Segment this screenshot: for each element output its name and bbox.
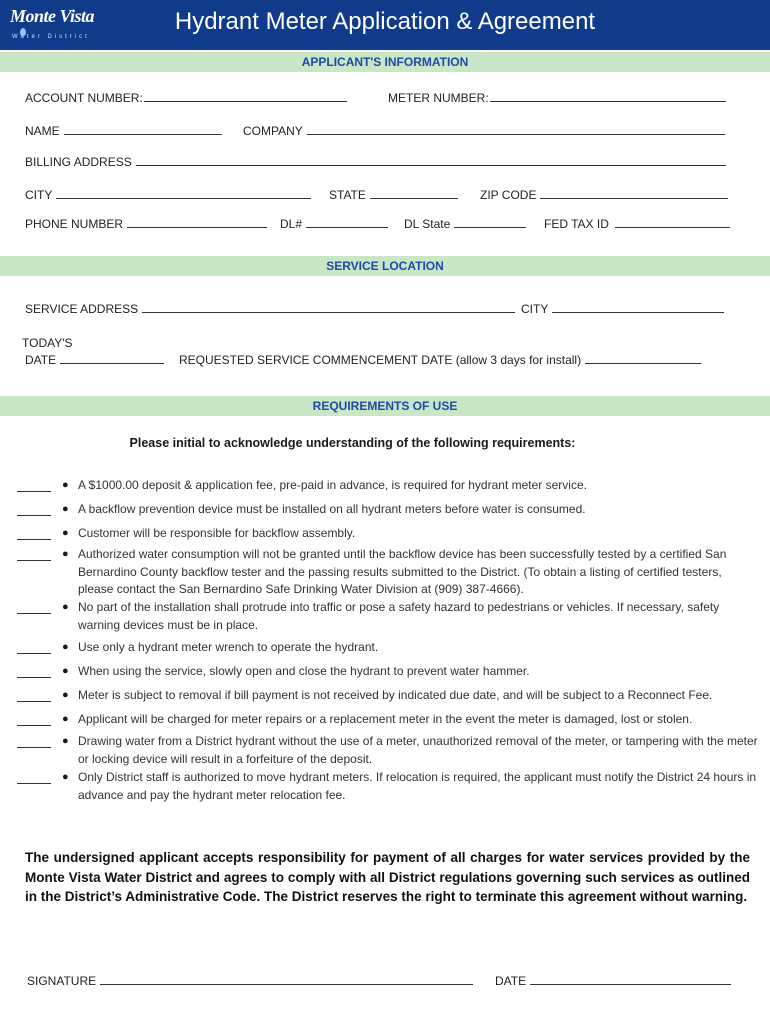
phone-number-field[interactable] — [25, 216, 267, 231]
todays-date-label: DATE — [25, 353, 57, 367]
dl-number-label: DL# — [280, 217, 303, 231]
requirement-item-10: Drawing water from a District hydrant without the use of a meter, unauthorized removal of the meter, or tampering with the meter or locking device will result in a forfeiture of the deposit. — [78, 734, 758, 766]
service-city-label: CITY — [521, 302, 549, 316]
account-number-label: ACCOUNT NUMBER: — [25, 91, 143, 105]
company-field[interactable] — [243, 123, 725, 138]
service-address-field[interactable] — [25, 301, 515, 316]
bullet-icon: ● — [62, 527, 69, 539]
date-label: DATE — [495, 974, 527, 988]
city-field[interactable] — [25, 187, 311, 202]
initial-blank-5[interactable] — [17, 612, 51, 614]
account-number-field[interactable] — [25, 90, 347, 105]
requirement-item-5: No part of the installation shall protrude into traffic or pose a safety hazard to pedestrians or vehicles. If necessary, safety warning devices must be in place. — [78, 600, 720, 632]
commencement-date-label: REQUESTED SERVICE COMMENCEMENT DATE (allow 3 days for install) — [179, 353, 582, 367]
bullet-icon: ● — [62, 548, 69, 560]
requirement-item-2: A backflow prevention device must be installed on all hydrant meters before water is consumed. — [78, 502, 586, 516]
dl-state-field[interactable] — [404, 216, 526, 231]
logo-subtext: Water District — [12, 34, 90, 40]
initial-blank-7[interactable] — [17, 676, 51, 678]
section-service-location: SERVICE LOCATION — [0, 256, 770, 276]
bullet-icon: ● — [62, 479, 69, 491]
initial-blank-9[interactable] — [17, 724, 51, 726]
bullet-icon: ● — [62, 641, 69, 653]
initial-blank-4[interactable] — [17, 559, 51, 561]
initial-blank-3[interactable] — [17, 538, 51, 540]
signature-field[interactable] — [27, 973, 473, 988]
fed-tax-id-field[interactable] — [544, 216, 730, 231]
todays-date-label-line1: TODAY'S — [22, 336, 73, 350]
state-label: STATE — [329, 188, 366, 202]
commencement-date-field[interactable] — [179, 352, 701, 367]
dl-state-label: DL State — [404, 217, 451, 231]
bullet-icon: ● — [62, 665, 69, 677]
requirement-item-1: A $1000.00 deposit & application fee, pre-paid in advance, is required for hydrant meter service. — [78, 478, 587, 492]
billing-address-label: BILLING ADDRESS — [25, 155, 132, 169]
bullet-icon: ● — [62, 689, 69, 701]
company-label: COMPANY — [243, 124, 303, 138]
date-field[interactable] — [495, 973, 731, 988]
bullet-icon: ● — [62, 503, 69, 515]
todays-date-field[interactable] — [25, 352, 164, 367]
logo-text: Monte Vista — [10, 6, 95, 26]
meter-number-field[interactable] — [388, 90, 726, 105]
signature-label: SIGNATURE — [27, 974, 97, 988]
state-field[interactable] — [329, 187, 458, 202]
zip-code-label: ZIP CODE — [480, 188, 537, 202]
meter-number-label: METER NUMBER: — [388, 91, 489, 105]
initial-blank-8[interactable] — [17, 700, 51, 702]
bullet-icon: ● — [62, 771, 69, 783]
initial-instruction: Please initial to acknowledge understanding of the following requirements: — [129, 436, 576, 450]
zip-code-field[interactable] — [480, 187, 728, 202]
requirement-item-6: Use only a hydrant meter wrench to operate the hydrant. — [78, 640, 379, 654]
name-field[interactable] — [25, 123, 222, 138]
requirement-item-3: Customer will be responsible for backflow assembly. — [78, 526, 356, 540]
requirement-item-9: Applicant will be charged for meter repairs or a replacement meter in the event the meter is damaged, lost or stolen. — [78, 712, 693, 726]
bullet-icon: ● — [62, 713, 69, 725]
bullet-icon: ● — [62, 735, 69, 747]
initial-blank-11[interactable] — [17, 782, 51, 784]
service-address-label: SERVICE ADDRESS — [25, 302, 139, 316]
service-city-field[interactable] — [521, 301, 724, 316]
requirement-item-7: When using the service, slowly open and close the hydrant to prevent water hammer. — [78, 664, 530, 678]
dl-number-field[interactable] — [280, 216, 388, 231]
section-applicant-info: APPLICANT'S INFORMATION — [0, 52, 770, 72]
fed-tax-id-label: FED TAX ID — [544, 217, 609, 231]
bullet-icon: ● — [62, 601, 69, 613]
section-requirements: REQUIREMENTS OF USE — [0, 396, 770, 416]
requirement-item-4: Authorized water consumption will not be granted until the backflow device has been successfully tested by a certified San Bernardino County backflow tester and the passing results submitted to the District. (To obtain a listing of certified testers, please contact the San Bernardino Safe Drinking Water Division at (909) 387-4666). — [78, 547, 727, 596]
agreement-text: The undersigned applicant accepts responsibility for payment of all charges for water services provided by the Monte Vista Water District and agrees to comply with all District regulations governing such services as outlined in the District’s Administrative Code. The District reserves the right to terminate this agreement without warning. — [25, 850, 750, 904]
requirement-item-11: Only District staff is authorized to move hydrant meters. If relocation is required, the applicant must notify the District 24 hours in advance and pay the hydrant meter relocation fee. — [78, 770, 757, 802]
phone-number-label: PHONE NUMBER — [25, 217, 124, 231]
city-label: CITY — [25, 188, 53, 202]
name-label: NAME — [25, 124, 60, 138]
initial-blank-1[interactable] — [17, 490, 51, 492]
initial-blank-6[interactable] — [17, 652, 51, 654]
header-bar — [0, 0, 770, 50]
page-title: Hydrant Meter Application & Agreement — [174, 8, 596, 35]
requirement-item-8: Meter is subject to removal if bill payment is not received by indicated due date, and will be subject to a Reconnect Fee. — [78, 688, 713, 702]
initial-blank-2[interactable] — [17, 514, 51, 516]
billing-address-field[interactable] — [25, 154, 726, 169]
initial-blank-10[interactable] — [17, 746, 51, 748]
